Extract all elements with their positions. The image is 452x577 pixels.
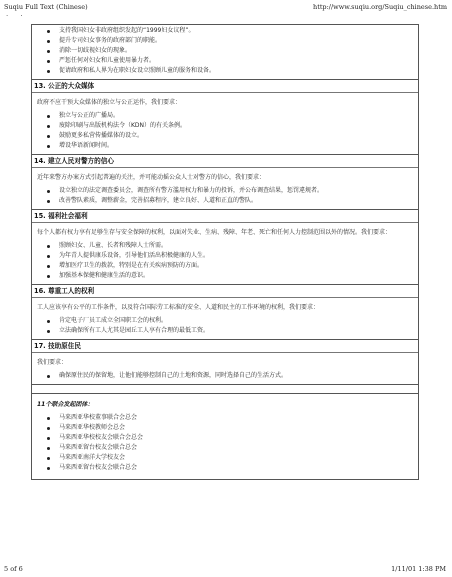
section-title: 14. 建立人民对警方的信心 <box>32 155 418 168</box>
list-item: 马来西亚留台校友会联合总会 <box>59 443 413 453</box>
section-title: 16. 尊重工人的权利 <box>32 285 418 298</box>
section-13 <box>32 80 418 155</box>
print-datetime: 1/11/01 1:38 PM <box>391 565 446 573</box>
section-title: 13. 公正的大众媒体 <box>32 80 418 93</box>
section-16 <box>32 285 418 340</box>
decorative-dots: · · <box>6 12 28 20</box>
list-item: 照顾妇女、儿童、长者和残障人士所需。 <box>59 241 413 251</box>
section-list <box>37 111 413 151</box>
list-item: 严惩任何对妇女和儿童使用暴力者。 <box>59 56 413 66</box>
section-list <box>37 241 413 281</box>
endorsers-section <box>32 394 418 479</box>
list-item: 为年青人提供康乐设备，引导他们活出积极健康的人生。 <box>59 251 413 261</box>
section-list <box>37 316 413 336</box>
page-number: 5 of 6 <box>4 565 23 573</box>
section-intro: 每个人都有权力享有足够生存与安全保障的权利，以面对失业、生病、残障、年老、死亡和任何人力控制范围以外的情况。我们要求： <box>37 229 392 236</box>
list-item: 消除一切歧视妇女的现象。 <box>59 46 413 56</box>
list-item: 马来西亚南洋大学校友会 <box>59 453 413 463</box>
list-item: 立法确保所有工人尤其是园丘工人享有合理的最低工资。 <box>59 326 413 336</box>
list-item: 废除印刷与出版机构法令（KDN）的有关条例。 <box>59 121 413 131</box>
list-item: 增设华语新闻时间。 <box>59 141 413 151</box>
list-item: 马来西亚华校教师会总会 <box>59 423 413 433</box>
section-title: 15. 福利社会福利 <box>32 210 418 223</box>
list-item: 马来西亚华校校友会联合会总会 <box>59 433 413 443</box>
section-list <box>37 186 413 206</box>
list-item: 独立与公正的广播局。 <box>59 111 413 121</box>
section-intro: 工人应该享有公平的工作条件，以及符合国际劳工标准的安全、人道和民主的工作环境的权利，我们要求： <box>37 304 320 311</box>
list-item: 设立独立的法定调查委员会，调查所有警方滥用权力和暴力的投诉，并公布调查结果，惩罚違规者。 <box>59 186 413 196</box>
list-item: 马来西亚留台校友会联合总会 <box>59 463 413 473</box>
list-item: 促请政府和私人界为在职妇女设立照顾儿童的服务和设备。 <box>59 66 413 76</box>
section-title: 17. 技助原住民 <box>32 340 418 353</box>
browser-page-url: http://www.suqiu.org/Suqiu_chinese.htm <box>313 3 447 11</box>
section-list <box>37 371 413 381</box>
section-14 <box>32 155 418 210</box>
browser-page-title: Suqiu Full Text (Chinese) <box>4 3 88 11</box>
list-item: 肯定电子厂员工成立全国职工会的权利。 <box>59 316 413 326</box>
continued-section <box>32 25 418 80</box>
section-intro: 近年来警方办案方式引起普遍的关注，并可能动摇公众人士对警方的信心，我们要求： <box>37 174 266 181</box>
section-15 <box>32 210 418 285</box>
endorsers-list <box>37 413 413 473</box>
section-intro: 我们要求： <box>37 359 68 366</box>
section-intro: 政府不应干预大众媒体的独立与公正运作，我们要求： <box>37 99 182 106</box>
list-item: 鼓励更多私营传播媒体的设立。 <box>59 131 413 141</box>
list-item: 提升专司妇女事务的政府部门的职能。 <box>59 36 413 46</box>
list-item: 确保原住民的保留地，让他们能够控制自己的土地和资源，同时选择自己的生活方式。 <box>59 371 413 381</box>
document-table <box>31 24 419 480</box>
empty-row <box>32 385 418 394</box>
list-item: 改善警队素质，调整薪金，完善招募程序，建立良好、人道和正直的警队。 <box>59 196 413 206</box>
list-item: 加强基本保健和健康生活的意识。 <box>59 271 413 281</box>
list-item: 马来西亚华校董事联合会总会 <box>59 413 413 423</box>
endorsers-title: 11个联合发起团体： <box>37 401 94 408</box>
continued-list <box>37 26 413 76</box>
section-17 <box>32 340 418 385</box>
list-item: 增加医疗卫生的拨款，特别是在有关疾病预防的方面。 <box>59 261 413 271</box>
list-item: 支持我国妇女非政府组织发起的“1999妇女议程”。 <box>59 26 413 36</box>
